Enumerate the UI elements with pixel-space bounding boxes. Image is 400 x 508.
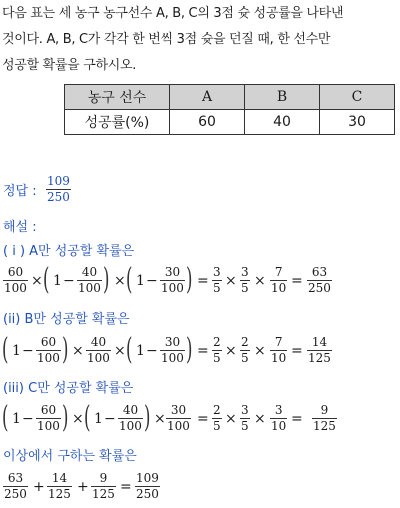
minus-sign: −	[146, 273, 158, 289]
denominator: 100	[161, 281, 184, 295]
table-cell-c: 30	[320, 110, 395, 135]
denominator: 5	[213, 419, 221, 433]
case-2-label: (ii) B만 성공할 확률은	[3, 312, 130, 327]
numerator: 9	[91, 471, 116, 487]
table-cell-a: 60	[170, 110, 245, 135]
denominator: 100	[78, 281, 101, 295]
denominator: 250	[136, 487, 159, 501]
fraction	[91, 471, 116, 502]
solution-label: 해설 :	[3, 220, 37, 235]
fraction	[3, 265, 28, 296]
denominator: 5	[241, 351, 249, 365]
fraction	[270, 403, 287, 434]
times-sign: ×	[254, 343, 266, 359]
equals-sign: =	[197, 273, 209, 289]
denominator: 125	[308, 351, 331, 365]
right-paren: )	[62, 332, 69, 367]
fraction	[240, 265, 250, 296]
one: 1	[94, 411, 103, 427]
left-paren: (	[84, 400, 91, 435]
denominator: 100	[37, 351, 60, 365]
table-header-a: A	[170, 85, 245, 110]
minus-sign: −	[22, 411, 34, 427]
fraction	[86, 335, 111, 366]
numerator: 109	[136, 471, 159, 485]
denominator: 5	[213, 351, 221, 365]
numerator: 30	[166, 403, 191, 419]
times-sign: ×	[114, 343, 126, 359]
denominator: 100	[37, 419, 60, 433]
fraction	[118, 403, 143, 434]
table-cell-b: 40	[245, 110, 320, 135]
numerator: 63	[3, 471, 28, 487]
times-sign: ×	[254, 411, 266, 427]
times-sign: ×	[225, 273, 237, 289]
minus-sign: −	[22, 343, 34, 359]
question-line-1: 다음 표는 세 농구 농구선수 A, B, C의 3점 슛 성공률을 나타낸	[2, 6, 344, 21]
numerator: 60	[36, 403, 61, 419]
denominator: 100	[87, 351, 110, 365]
equals-sign: =	[197, 411, 209, 427]
numerator: 2	[213, 335, 221, 349]
equals-sign: =	[197, 343, 209, 359]
times-sign: ×	[31, 273, 43, 289]
one: 1	[53, 273, 62, 289]
answer-denominator: 250	[47, 190, 70, 204]
denominator: 100	[161, 351, 184, 365]
right-paren: )	[103, 262, 110, 297]
fraction	[307, 265, 332, 296]
numerator: 7	[270, 335, 287, 351]
times-sign: ×	[72, 411, 84, 427]
equals-sign: =	[291, 273, 303, 289]
fraction	[270, 265, 287, 296]
right-paren: )	[186, 262, 193, 297]
times-sign: ×	[114, 273, 126, 289]
fraction	[312, 403, 337, 434]
fraction	[307, 335, 332, 366]
numerator: 30	[160, 265, 185, 281]
denominator: 250	[308, 281, 331, 295]
minus-sign: −	[63, 273, 75, 289]
fraction	[160, 265, 185, 296]
times-sign: ×	[225, 411, 237, 427]
numerator: 3	[241, 265, 249, 279]
case-3-label: (iii) C만 성공할 확률은	[3, 381, 134, 396]
numerator: 40	[77, 265, 102, 281]
total-equation	[0, 470, 400, 508]
times-sign: ×	[225, 343, 237, 359]
case-3-equation	[0, 401, 400, 441]
table-header-b: B	[245, 85, 320, 110]
numerator: 14	[307, 335, 332, 351]
plus-sign: +	[33, 479, 45, 495]
denominator: 5	[241, 281, 249, 295]
one: 1	[12, 343, 21, 359]
one: 1	[136, 273, 145, 289]
left-paren: (	[2, 400, 9, 435]
fraction	[3, 471, 28, 502]
right-paren: )	[186, 332, 193, 367]
equals-sign: =	[120, 479, 132, 495]
fraction	[36, 403, 61, 434]
table-header-player: 농구 선수	[65, 85, 170, 110]
times-sign: ×	[154, 411, 166, 427]
right-paren: )	[62, 400, 69, 435]
times-sign: ×	[72, 343, 84, 359]
total-label: 이상에서 구하는 확률은	[3, 449, 137, 464]
minus-sign: −	[104, 411, 116, 427]
left-paren: (	[2, 332, 9, 367]
one: 1	[12, 411, 21, 427]
table-header-c: C	[320, 85, 395, 110]
numerator: 14	[47, 471, 72, 487]
numerator: 40	[118, 403, 143, 419]
numerator: 60	[3, 265, 28, 281]
equals-sign: =	[291, 343, 303, 359]
fraction	[135, 471, 160, 502]
fraction	[160, 335, 185, 366]
minus-sign: −	[146, 343, 158, 359]
answer-numerator: 109	[47, 174, 70, 188]
left-paren: (	[126, 262, 133, 297]
fraction	[212, 403, 222, 434]
left-paren: (	[43, 262, 50, 297]
case-2-equation	[0, 333, 400, 373]
fraction	[166, 403, 191, 434]
answer-label: 정답 :	[3, 184, 37, 199]
question-line-3: 성공할 확률을 구하시오.	[2, 58, 137, 73]
numerator: 3	[213, 265, 221, 279]
left-paren: (	[126, 332, 133, 367]
question-line-2: 것이다. A, B, C가 각각 한 번씩 3점 슛을 던질 때, 한 선수만	[2, 32, 331, 47]
right-paren: )	[144, 400, 151, 435]
denominator: 100	[167, 419, 190, 433]
numerator: 2	[241, 335, 249, 349]
fraction	[240, 403, 250, 434]
denominator: 100	[4, 281, 27, 295]
denominator: 125	[92, 487, 115, 501]
numerator: 3	[270, 403, 287, 419]
fraction	[212, 265, 222, 296]
case-1-label: ( i ) A만 성공할 확률은	[3, 244, 135, 259]
case-1-equation	[0, 263, 400, 303]
fraction	[270, 335, 287, 366]
plus-sign: +	[77, 479, 89, 495]
numerator: 40	[86, 335, 111, 351]
fraction	[212, 335, 222, 366]
fraction	[36, 335, 61, 366]
numerator: 2	[213, 403, 221, 417]
denominator: 10	[271, 281, 287, 295]
denominator: 5	[241, 419, 249, 433]
numerator: 60	[36, 335, 61, 351]
numerator: 63	[307, 265, 332, 281]
fraction	[240, 335, 250, 366]
numerator: 3	[241, 403, 249, 417]
fraction	[47, 471, 72, 502]
times-sign: ×	[254, 273, 266, 289]
denominator: 10	[271, 351, 287, 365]
equals-sign: =	[291, 411, 303, 427]
denominator: 125	[48, 487, 71, 501]
success-rate-table	[64, 84, 395, 135]
numerator: 9	[312, 403, 337, 419]
denominator: 125	[313, 419, 336, 433]
denominator: 100	[119, 419, 142, 433]
table-row-label: 성공률(%)	[65, 110, 170, 135]
denominator: 10	[271, 419, 287, 433]
denominator: 250	[4, 487, 27, 501]
one: 1	[136, 343, 145, 359]
denominator: 5	[213, 281, 221, 295]
fraction	[77, 265, 102, 296]
answer-fraction	[46, 174, 71, 205]
numerator: 30	[160, 335, 185, 351]
numerator: 7	[270, 265, 287, 281]
